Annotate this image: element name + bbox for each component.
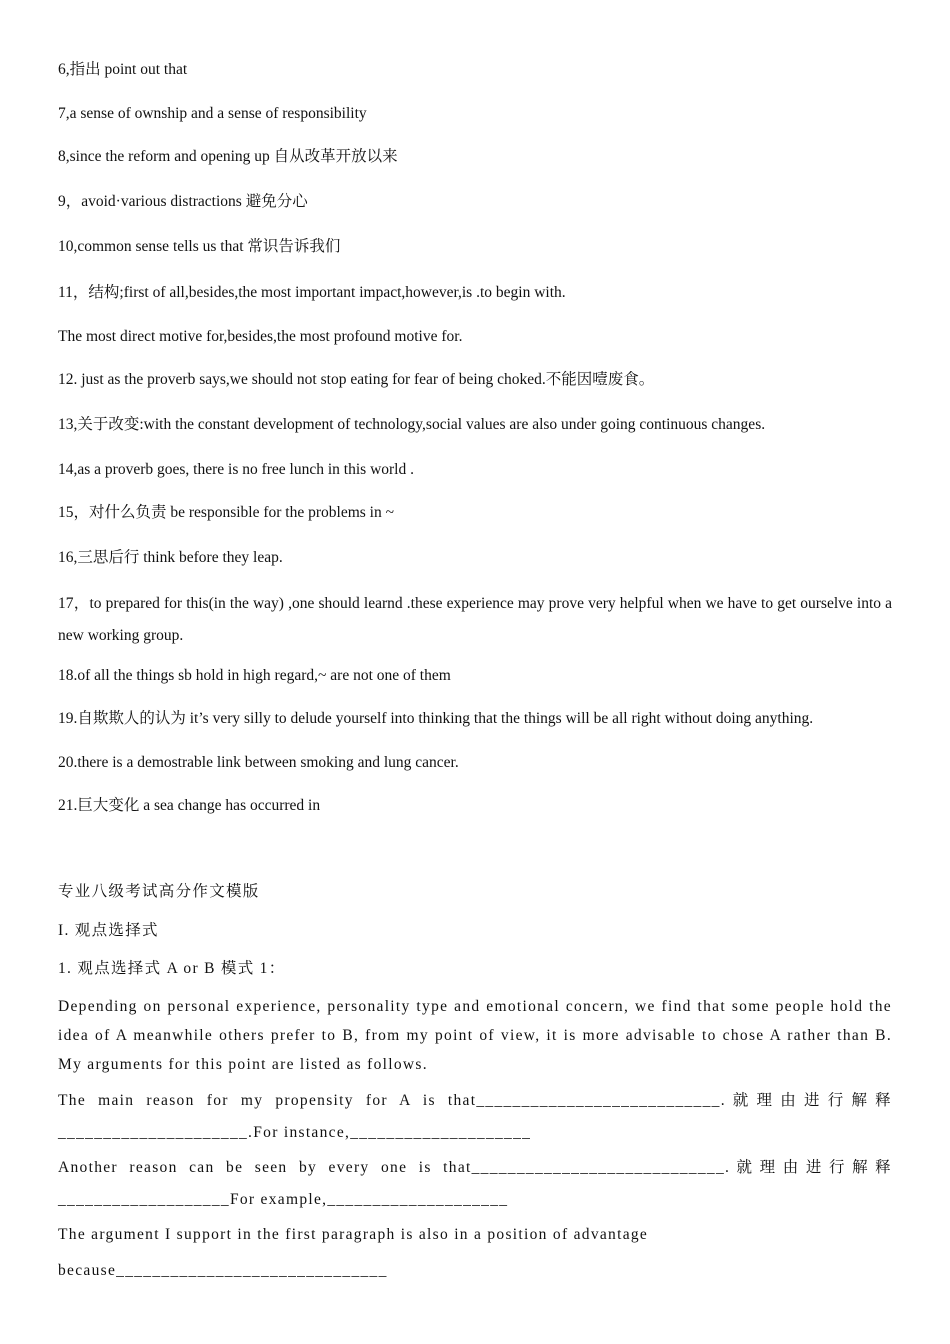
subsection-title: 1. 观点选择式 A or B 模式 1： <box>58 960 286 977</box>
list-item: 11，结构;first of all,besides,the most important impact,however,is .to begin with. <box>58 284 566 301</box>
reason1-example-line: _____________________.For instance,____________________ <box>58 1124 532 1141</box>
list-item: 21.巨大变化 a sea change has occurred in <box>58 797 321 814</box>
intro-paragraph: Depending on personal experience, personality type and emotional concern, we find that some people hold the idea of A meanwhile others prefer to B, from my point of view, it is more advisable to chose A rather than B. My arguments for this point are listed as follows. <box>58 998 892 1073</box>
list-item: 9，avoid·various distractions 避免分心 <box>58 193 308 210</box>
list-item: 13,关于改变:with the constant development of technology,social values are also under going continuous changes. <box>58 416 766 433</box>
list-item: 19.自欺欺人的认为 it’s very silly to delude yourself into thinking that the things will be all right without doing anything. <box>58 710 814 727</box>
advantage-line: The argument I support in the first paragraph is also in a position of advantage <box>58 1226 649 1243</box>
list-item: 20.there is a demostrable link between smoking and lung cancer. <box>58 754 459 771</box>
list-item: 6,指出 point out that <box>58 61 188 78</box>
reason2-line: Another reason can be seen by every one is that____________________________.就理由进行解释 <box>58 1159 892 1176</box>
list-item: 16,三思后行 think before they leap. <box>58 549 283 566</box>
list-item: 15，对什么负责 be responsible for the problems in ~ <box>58 504 394 521</box>
reason1-line: The main reason for my propensity for A is that___________________________.就理由进行解释 <box>58 1092 892 1109</box>
advantage-because-line: because______________________________ <box>58 1262 388 1279</box>
list-item: 10,common sense tells us that 常识告诉我们 <box>58 238 341 255</box>
list-item: 7,a sense of ownship and a sense of responsibility <box>58 105 367 122</box>
list-item: 8,since the reform and opening up 自从改革开放以来 <box>58 148 398 165</box>
list-item: 12. just as the proverb says,we should not stop eating for fear of being choked.不能因噎废食。 <box>58 371 655 388</box>
list-item: 18.of all the things sb hold in high regard,~ are not one of them <box>58 667 451 684</box>
list-item: 14,as a proverb goes, there is no free lunch in this world . <box>58 461 414 478</box>
section-title: I. 观点选择式 <box>58 922 159 939</box>
template-heading: 专业八级考试高分作文模版 <box>58 883 260 900</box>
list-item: The most direct motive for,besides,the most profound motive for. <box>58 328 463 345</box>
reason2-example-line: ___________________For example,____________________ <box>58 1191 509 1208</box>
list-item: 17，to prepared for this(in the way) ,one should learnd .these experience may prove very helpful when we have to get ourselve into a new working group. <box>58 595 892 644</box>
